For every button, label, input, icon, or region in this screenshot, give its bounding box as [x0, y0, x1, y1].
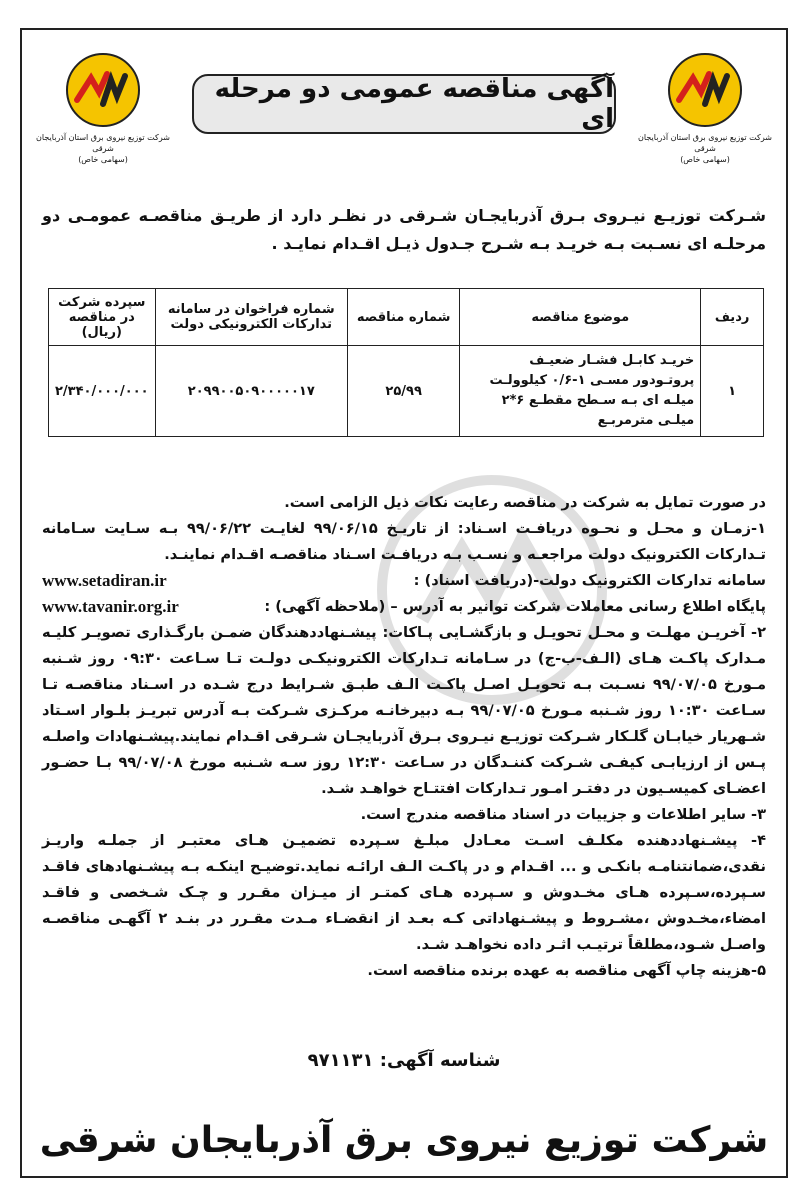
site-label-setad: سامانه تدارکات الکترونیک دولت-(دریافت اسناد) :: [413, 572, 766, 589]
cell-subject: خریـد کابـل فشـار ضعیـف پروتـودور مسـی ۱-۰/۶ کیلوولـت میلـه ای بـه سـطح مقطـع ۶*۲ میلـی مترمربـع: [460, 346, 701, 437]
power-logo-icon: [665, 50, 745, 130]
col-header-tender-no: شماره مناقصه: [347, 289, 459, 346]
conditions-intro: در صورت تمایل به شرکت در مناقصه رعایت نکات ذیل الزامی است.: [284, 494, 766, 511]
clause-5: ۵-هزینه چاپ آگهی مناقصه به عهده برنده مناقصه است.: [367, 962, 766, 979]
col-header-row-no: ردیف: [701, 289, 764, 346]
clause-3: ۳- سایر اطلاعات و جزییات در اسناد مناقصه مندرج است.: [360, 806, 766, 823]
notice-frame: [20, 28, 788, 1178]
cell-tender-no: ۲۵/۹۹: [347, 346, 459, 437]
company-logo-right: [630, 50, 780, 165]
cell-deposit: ۲/۳۴۰/۰۰۰/۰۰۰: [49, 346, 156, 437]
col-header-subject: موضوع مناقصه: [460, 289, 701, 346]
notice-id: شناسه آگهی: ۹۷۱۱۳۱: [307, 1050, 501, 1071]
logo-caption: شرکت توزیع نیروی برق استان آذربایجان شرقی (سهامی خاص): [638, 133, 772, 164]
table-header-row: [49, 289, 764, 346]
clause-1: ۱-زمـان و محـل و نحـوه دریافـت اسـناد: از تاریـخ ۹۹/۰۶/۱۵ لغایـت ۹۹/۰۶/۲۲ بـه سـایت سـامانه تـدارکات الکترونیک دولت مراجعـه و نسـب بـه دریافـت اسـناد مناقصـه اقـدام نماینـد.: [42, 520, 766, 563]
cell-row-no: ۱: [701, 346, 764, 437]
clause-2: ۲- آخریـن مهلـت و محـل تحویـل و بازگشـایی پـاکات: پیشـنهاددهندگان ضمـن بارگـذاری تصویـر کلیـه مـدارک پاکـت هـای (الـف-ب-ج) در سـامانه تـدارکات الکترونیکـی دولـت تـا سـاعت ۰۹:۳۰ روز شـنبه مـورخ ۹۹/۰۷/۰۵ نسـبت بـه تحویـل اصـل پاکـت الـف طبـق شـرایط درج شـده در اسـناد مناقصـه تـا سـاعت ۱۰:۳۰ روز شـنبه مـورخ ۹۹/۰۷/۰۵ بـه دبیرخانـه مرکـزی شـرکت بـه آدرس تبریـز بلـوار اسـتاد شـهریار خیابـان گلـکار شـرکت توزیـع نیـروی بـرق آذربایجـان شـرقی اقـدام نمایند.پیشـنهادات واصلـه پـس از ارزیابـی کیفـی شـرکت کننـدگان در سـاعت ۱۲:۳۰ روز سـه شـنبه مورخ ۹۹/۰۷/۰۸ بـا حضـور اعضـای کمیسـیون در دفتـر امـور تـدارکات افتتـاح خواهـد شـد.: [42, 624, 766, 797]
site-label-tavanir: پایگاه اطلاع رسانی معاملات شرکت توانیر به آدرس – (ملاحظه آگهی) :: [264, 598, 766, 615]
company-logo-left: [28, 50, 178, 165]
conditions-section: [42, 490, 766, 984]
site-link-setad[interactable]: www.setadiran.ir: [42, 571, 167, 590]
intro-paragraph: شـرکت توزیـع نیـروی بـرق آذربایجـان شـرقی در نظـر دارد از طریـق مناقصـه عمومـی دو مرحلـه ای نسـبت بـه خریـد بـه شـرح جـدول ذیـل اقـدام نمایـد .: [42, 206, 766, 253]
col-header-call-no: شماره فراخوان در سامانه تدارکات الکترونیکی دولت: [155, 289, 347, 346]
site-line-setad: [42, 568, 766, 594]
site-link-tavanir[interactable]: www.tavanir.org.ir: [42, 597, 179, 616]
power-logo-icon: [63, 50, 143, 130]
site-line-tavanir: [42, 594, 766, 620]
clause-4: ۴- پیشـنهاددهنده مکلـف اسـت معـادل مبلـغ سـپرده تضمیـن هـای معتبـر از جملـه واریـز نقدی،ضمانتنامـه بانکـی و ... اقـدام و در پاکـت الـف ارائـه نماید.توضیـح اینکـه بـه پیشـنهادهای فاقـد سـپرده،سـپرده هـای مخـدوش و سـپرده هـای کمتـر از میـزان مقـرر و چـک شـخصی و فاقـد امضاء،مخـدوش ،مشـروط و پیشـنهاداتی کـه بعـد از انقضـاء مـدت مقـرر در بنـد ۲ آگهـی مناقصـه واصـل شـود،مطلقاً ترتیـب اثـر داده نخواهـد شـد.: [42, 832, 766, 953]
cell-call-no: ۲۰۹۹۰۰۵۰۹۰۰۰۰۰۱۷: [155, 346, 347, 437]
page-title: آگهی مناقصه عمومی دو مرحله ای: [214, 74, 614, 134]
footer-company-name: شرکت توزیع نیروی برق آذربایجان شرقی: [39, 1120, 769, 1161]
logo-caption: شرکت توزیع نیروی برق استان آذربایجان شرقی (سهامی خاص): [36, 133, 170, 164]
tender-table: [48, 288, 764, 437]
header: [22, 30, 786, 180]
col-header-deposit: سپرده شرکت در مناقصه (ریال): [49, 289, 156, 346]
title-box: [192, 74, 616, 134]
table-row: [49, 346, 764, 437]
